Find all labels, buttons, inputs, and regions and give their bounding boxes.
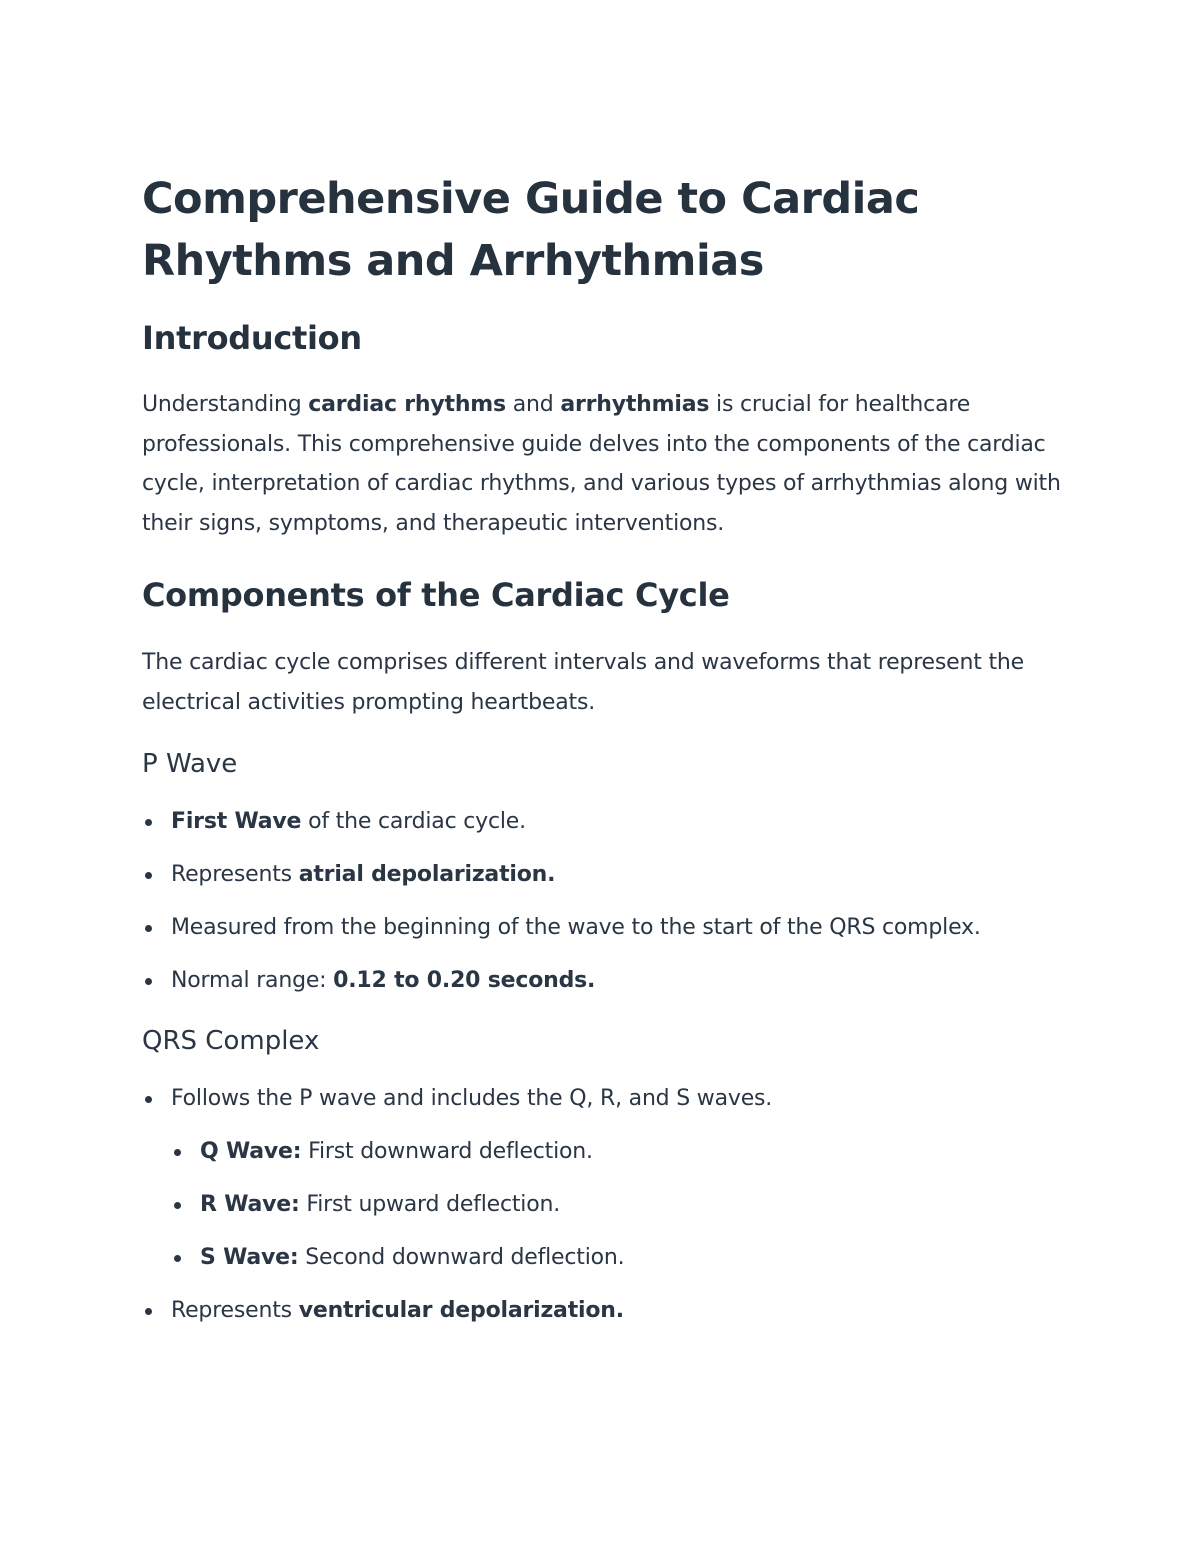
components-paragraph: The cardiac cycle comprises different intervals and waveforms that represent the electrical activities prompting heartbeats. bbox=[142, 650, 1024, 715]
list-item: Represents atrial depolarization. bbox=[142, 855, 1072, 895]
bullet-icon bbox=[145, 925, 152, 932]
list-item: S Wave: Second downward deflection. bbox=[171, 1238, 1072, 1278]
list-item: Q Wave: First downward deflection. bbox=[171, 1132, 1072, 1172]
bullet-icon bbox=[145, 978, 152, 985]
p-wave-heading: P Wave bbox=[142, 749, 238, 779]
qrs-sub-list bbox=[171, 1132, 1072, 1278]
list-item: Normal range: 0.12 to 0.20 seconds. bbox=[142, 961, 1072, 1001]
list-item: Measured from the beginning of the wave to the start of the QRS complex. bbox=[142, 908, 1072, 948]
document-page bbox=[142, 168, 1072, 1344]
list-item: Represents ventricular depolarization. bbox=[142, 1291, 1072, 1331]
document-title: Comprehensive Guide to Cardiac Rhythms and Arrhythmias bbox=[142, 174, 920, 286]
list-item: Follows the P wave and includes the Q, R, and S waves. Q Wave: First downward deflection. R Wave: First upward deflection. S Wave: Second downward deflection. bbox=[142, 1079, 1072, 1278]
introduction-heading: Introduction bbox=[142, 319, 362, 357]
qrs-complex-heading: QRS Complex bbox=[142, 1025, 320, 1056]
bullet-icon bbox=[174, 1149, 181, 1156]
components-heading: Components of the Cardiac Cycle bbox=[142, 576, 730, 614]
bullet-icon bbox=[145, 1096, 152, 1103]
list-item: R Wave: First upward deflection. bbox=[171, 1185, 1072, 1225]
bullet-icon bbox=[145, 872, 152, 879]
introduction-paragraph: Understanding cardiac rhythms and arrhythmias is crucial for healthcare professionals. This comprehensive guide delves into the components of the cardiac cycle, interpretation of cardiac rhythms, and various types of arrhythmias along with their signs, symptoms, and therapeutic interventions. bbox=[142, 392, 1061, 536]
bullet-icon bbox=[145, 1308, 152, 1315]
p-wave-list bbox=[142, 802, 1072, 1001]
qrs-complex-list bbox=[142, 1079, 1072, 1331]
bullet-icon bbox=[174, 1255, 181, 1262]
bullet-icon bbox=[145, 819, 152, 826]
bullet-icon bbox=[174, 1202, 181, 1209]
list-item: First Wave of the cardiac cycle. bbox=[142, 802, 1072, 842]
